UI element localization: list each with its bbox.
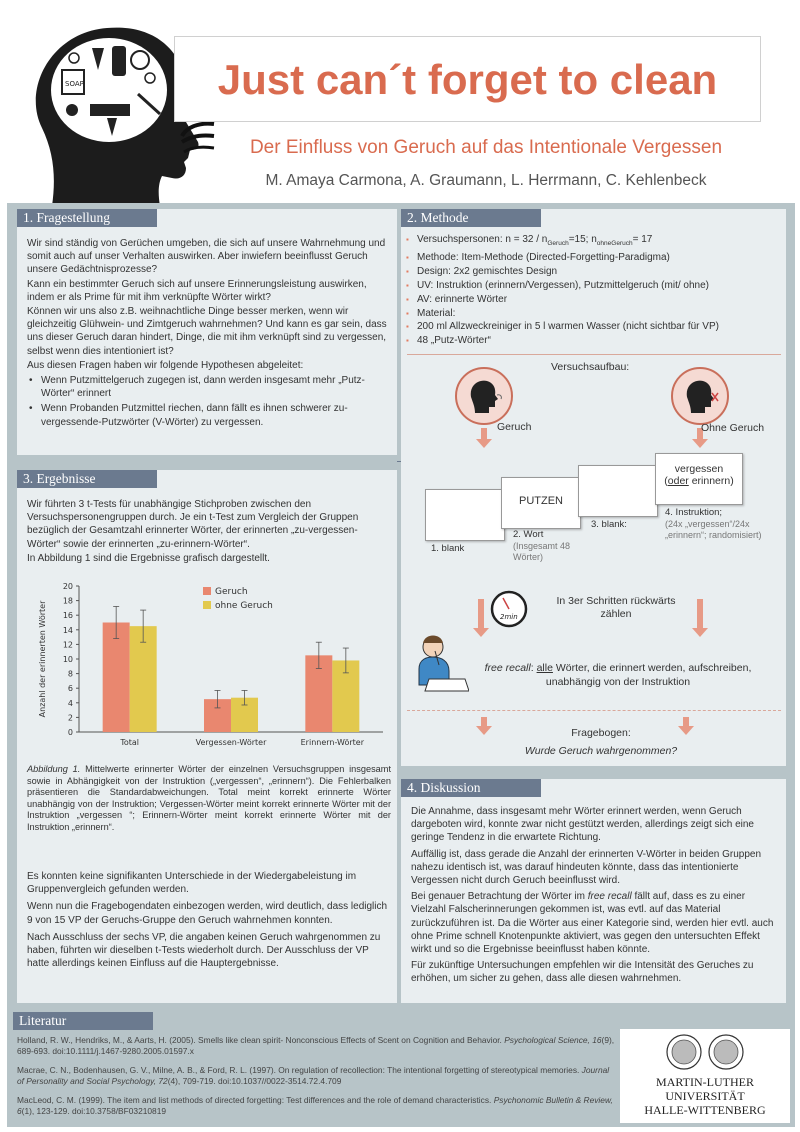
literatur-heading: Literatur <box>13 1012 153 1030</box>
legend-swatch <box>203 601 211 609</box>
methode-item: ▪ 48 „Putz-Wörter“ <box>405 334 783 348</box>
hypothesis-bullet: • Wenn Putzmittelgeruch zugegen ist, dann werden insgesamt mehr „Putz-Wörter“ erinnert <box>27 374 389 400</box>
fragestellung-paragraph: Kann ein bestimmter Geruch sich auf unsere Erinnerungsleistung auswirken, indem er als Prime für mit ihm verknüpfte Wörter wirkt? <box>27 278 367 303</box>
ergebnisse-panel <box>17 470 397 1003</box>
trial-card-blank-2 <box>578 465 658 517</box>
fragestellung-paragraph: Wir sind ständig von Gerüchen umgeben, die sich auf unsere Wahrnehmung und somit auch auf unser Verhalten auswirken. Aber inwiefern beeinflusst Geruch unsere Gedächtnisprozesse? <box>27 238 386 276</box>
diskussion-paragraph: Bei genauer Betrachtung der Wörter im free recall fällt auf, dass es zu einer Vielzahl Falscherinnerungen gekommen ist, was evtl. auf das Material zurückzuführen ist. Da die Wörter aus einer Kategorie sind, werden hier evtl. auch ohne Prime schnell Knotenpunkte aktiviert, was gegen den untersuchten Effekt wirkt und so die Ergebnisse beeinflusst haben könnte. <box>411 891 774 956</box>
ergebnisse-paragraph: Wenn nun die Fragebogendaten einbezogen werden, wird deutlich, dass lediglich 9 von 15 VP der Geruchs-Gruppe den Geruch wahrnehmen konnten. <box>27 901 388 926</box>
fragestellung-paragraph: Aus diesen Fragen haben wir folgende Hypothesen abgeleitet: <box>27 359 304 371</box>
free-recall-text: free recall: alle Wörter, die erinnert werden, aufschreiben, unabhängig von der Instruktion <box>484 662 752 688</box>
methode-item: ▪ Methode: Item-Methode (Directed-Forgetting-Paradigma) <box>405 251 783 265</box>
fragebogen-label: Fragebogen: <box>571 727 631 739</box>
methode-item: ▪ Design: 2x2 gemischtes Design <box>405 265 783 279</box>
head-profile-crossed-icon <box>683 377 719 415</box>
y-tick-label: 10 <box>62 655 73 664</box>
methode-item: ▪ AV: erinnerte Wörter <box>405 293 783 307</box>
x-tick-label: Erinnern-Wörter <box>300 738 365 747</box>
y-tick-label: 8 <box>67 669 73 679</box>
versuchsaufbau-title: Versuchsaufbau: <box>551 361 630 373</box>
diskussion-paragraph: Auffällig ist, dass gerade die Anzahl der erinnerten V-Wörter in beiden Gruppen nahezu identisch ist, was darauf hindeuten könnte, dass das intentionierte Vergessen nicht durch Geruch beeinflusst wird. <box>411 848 762 887</box>
y-tick-label: 2 <box>67 713 73 723</box>
trial-card-instruction-label: 4. Instruktion; <box>665 507 723 518</box>
fragestellung-paragraph: Können wir uns also z.B. weihnachtliche Dinge besser merken, wenn wir gleichzeitig Glühwein- und Zimtgeruch wahrnehmen? Und kann es gar sein, dass uns dieser Geruch daran hindert, Dinge, die mit ihm verknüpft sind zu vergessen, selbst wenn dies intentioniert ist? <box>27 306 387 357</box>
dashed-divider <box>407 710 781 711</box>
results-bar-chart <box>23 580 395 758</box>
y-tick-label: 20 <box>62 582 73 591</box>
ergebnisse-paragraph: Es konnten keine signifikanten Unterschiede in der Wiedergabeleistung im Gruppenvergleich gefunden werden. <box>27 871 357 896</box>
diskussion-paragraph: Für zukünftige Untersuchungen empfehlen wir die Intensität des Geruches zu erhöhen, um sicher zu gehen, dass alle diesen wahrnehmen. <box>411 960 754 985</box>
trial-card-instruction-note: (24x „vergessen“/24x „erinnern“; randomisiert) <box>665 519 762 540</box>
ergebnisse-heading: 3. Ergebnisse <box>17 470 157 488</box>
countdown-text: In 3er Schritten rückwärts zählen <box>556 595 676 620</box>
reference: Holland, R. W., Hendriks, M., & Aarts, H. (2005). Smells like clean spirit- Nonconscious Effects of Scent on Cognition and Behavior. Psychological Science, 16(9), 689-693. doi:10.1111/j.1467-9280.2005.01597.x <box>17 1035 615 1056</box>
logo-line-2: UNIVERSITÄT <box>665 1089 745 1103</box>
figure-caption: Mittelwerte erinnerter Wörter der einzelnen Versuchsgruppen insgesamt sowie in Abhängigkeit von der Instruktion („vergessen“, „erinnern“). Die Fehlerbalken präsentieren die Standardabweichungen. Total meint korrekt erinnerte Wörter unabhängig von der Instruktion; Vergessen-Wörter meint korrekt erinnerte Wörter mit der Instruktion „vergessen “; Erinnern-Wörter meint korrekt erinnerte Wörter mit der Instruktion „erinnern“. <box>27 764 391 832</box>
figure-caption-label: Abbildung 1. <box>27 764 81 774</box>
methode-heading: 2. Methode <box>401 209 541 227</box>
poster-header <box>0 0 800 200</box>
methode-panel <box>401 209 786 766</box>
trial-word: PUTZEN <box>519 495 563 507</box>
timer-icon <box>489 589 529 629</box>
y-tick-label: 12 <box>62 640 73 650</box>
poster-authors: M. Amaya Carmona, A. Graumann, L. Herrmann, C. Kehlenbeck <box>265 172 707 189</box>
y-tick-label: 16 <box>62 611 73 621</box>
y-tick-label: 14 <box>62 625 73 635</box>
fragestellung-panel <box>17 209 397 455</box>
y-tick-label: 0 <box>67 728 73 737</box>
poster-title: Just can´t forget to clean <box>217 56 718 103</box>
fragestellung-heading: 1. Fragestellung <box>17 209 157 227</box>
trial-card-blank-2-label: 3. blank: <box>591 519 627 530</box>
x-tick-label: Vergessen-Wörter <box>195 738 267 747</box>
trial-card-word-note: (Insgesamt 48 Wörter) <box>513 541 571 562</box>
diskussion-paragraph: Die Annahme, dass insgesamt mehr Wörter erinnert werden, wenn Geruch dargeboten wird, konnte zwar nicht gestützt werden, allerdings zeigt sich eine geringe Tendenz in die erwartete Richtung. <box>411 806 754 844</box>
fragebogen-question: Wurde Geruch wahrgenommen? <box>524 745 678 757</box>
legend-label: ohne Geruch <box>215 601 273 611</box>
trial-card-blank-label: 1. blank <box>431 543 465 554</box>
methode-item: ▪ Material: <box>405 307 783 321</box>
ergebnisse-intro: Wir führten 3 t-Tests für unabhängige Stichproben zwischen den Versuchspersonengruppen durch. Je ein t-Test zum Vergleich der Gruppen bezüglich der Gesamtzahl erinnerter Wörter, der erinnerten „zu-vergessen-Wörter“ sowie der erinnerten „zu-erinnern-Wörter“. <box>27 499 359 550</box>
diskussion-panel <box>401 779 786 1003</box>
smell-swirl-icon <box>178 118 218 158</box>
y-tick-label: 4 <box>67 698 73 708</box>
y-axis-label: Anzahl der erinnerten Wörter <box>38 600 47 718</box>
methode-item: ▪ Versuchspersonen: $n = 32 / n_{Geruch}=15$; $n_{ohneGeruch}= 17$ <box>405 233 783 251</box>
ergebnisse-paragraph: Nach Ausschluss der sechs VP, die angaben keinen Geruch wahrgenommen zu haben, führten wir dieselben t-Tests wiederholt durch. Der Ausschluss der VP hatte allerdings keinen Einfluss auf die Hauptergebnisse. <box>27 931 381 970</box>
diskussion-heading: 4. Diskussion <box>401 779 541 797</box>
x-tick-label: Total <box>120 738 140 747</box>
y-tick-label: 18 <box>62 596 73 606</box>
ohne-geruch-label: Ohne Geruch <box>701 422 765 434</box>
geruch-label: Geruch <box>497 421 532 433</box>
instruction-word-or: oder <box>667 475 689 487</box>
university-seal-icon <box>662 1033 748 1071</box>
y-tick-label: 6 <box>67 684 73 694</box>
methode-item: ▪ UV: Instruktion (erinnern/Vergessen), Putzmittelgeruch (mit/ ohne) <box>405 279 783 293</box>
trial-card-blank <box>425 489 505 541</box>
methode-item: ▪ 200 ml Allzweckreiniger in 5 l warmen Wasser (nicht sichtbar für VP) <box>405 320 783 334</box>
person-writing-icon <box>405 629 469 699</box>
reference: Macrae, C. N., Bodenhausen, G. V., Milne, A. B., & Ford, R. L. (1997). On regulation of recollection: The intentional forgetting of stereotypical memories. Journal of Personality and Social Psychology, 72(4), 709-719. doi:10.1037//0022-3514.72.4.709 <box>17 1065 610 1086</box>
poster-subtitle: Der Einfluss von Geruch auf das Intentionale Vergessen <box>249 137 723 158</box>
divider <box>407 354 781 355</box>
trial-card-instruction: vergessen (oder erinnern) <box>655 453 743 505</box>
logo-line-1: MARTIN-LUTHER <box>656 1075 754 1089</box>
soap-label: SOAP <box>65 80 84 88</box>
logo-line-3: HALLE-WITTENBERG <box>644 1103 766 1117</box>
university-logo <box>620 1029 790 1123</box>
trial-card-word <box>501 477 581 529</box>
literatur-panel <box>7 1011 795 1127</box>
legend-label: Geruch <box>215 587 248 597</box>
reference: MacLeod, C. M. (1999). The item and list methods of directed forgetting: Test differences and the role of demand characteristics. Psychonomic Bulletin & Review, 6(1), 123-129. doi:10.3758/BF03210819 <box>17 1095 613 1116</box>
ergebnisse-intro-2: In Abbildung 1 sind die Ergebnisse grafisch dargestellt. <box>27 552 270 564</box>
legend-swatch <box>203 587 211 595</box>
instruction-word: vergessen <box>674 463 724 475</box>
head-profile-icon <box>467 377 503 415</box>
trial-card-word-label: 2. Wort <box>513 529 544 540</box>
timer-label: 2min <box>500 613 518 621</box>
hypothesis-bullet: • Wenn Probanden Putzmittel riechen, dann fällt es ihnen schwerer zu-vergessende-Putzwörter (V-Wörter) zu vergessen. <box>27 402 389 428</box>
